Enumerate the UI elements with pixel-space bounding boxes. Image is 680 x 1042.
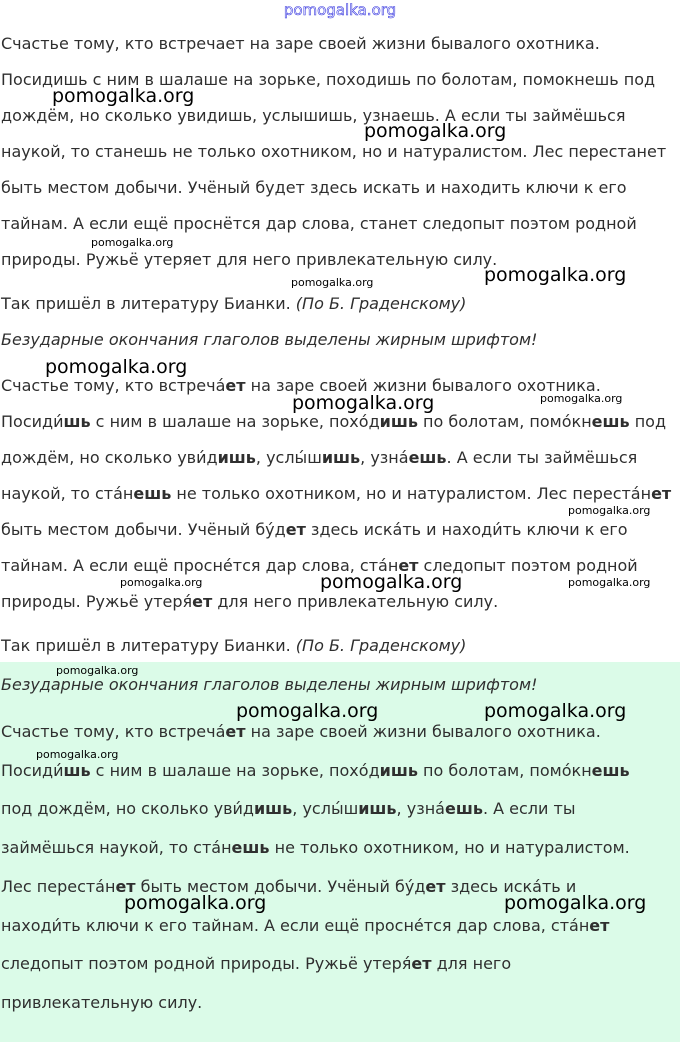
closing-text: Так пришёл в литературу Бианки.: [1, 294, 291, 313]
verb-ending: ишь: [253, 799, 293, 818]
verb-ending: ет: [285, 520, 306, 539]
text-segment: , узна́: [396, 799, 445, 818]
source-attribution: (По Б. Граденскому): [295, 294, 467, 313]
paragraph-line: Счастье тому, кто встречает на заре своей жизни бывалого охотника.: [1, 34, 600, 53]
marked-line: [1, 954, 511, 974]
paragraph-line: Посидишь с ним в шалаше на зорьке, походишь по болотам, помокнешь под: [1, 70, 656, 89]
marked-line: [1, 916, 609, 936]
verb-ending: ешь: [591, 761, 630, 780]
text-segment: Посиди́: [1, 412, 64, 431]
verb-ending: ет: [398, 556, 419, 575]
paragraph-line: наукой, то станешь не только охотником, но и натуралистом. Лес перестанет: [1, 142, 667, 161]
text-segment: по болотам, помо́кн: [417, 761, 592, 780]
marked-line: [1, 799, 575, 819]
text-segment: для него: [431, 954, 512, 973]
text-segment: Счастье тому, кто встреча́: [1, 722, 226, 741]
watermark-text: pomogalka.org: [568, 504, 651, 517]
text-segment: не только охотником, но и натуралистом.: [269, 838, 630, 857]
site-header-label[interactable]: pomogalka.org: [283, 1, 397, 19]
marked-line: [1, 838, 630, 858]
watermark-text: pomogalka.org: [504, 892, 647, 914]
watermark-text: pomogalka.org: [236, 700, 379, 722]
text-segment: здесь иска́ть и находи́ть ключи к его: [305, 520, 628, 539]
paragraph-line: дождём, но сколько увидишь, услышишь, узнаешь. А если ты займёшься: [1, 106, 626, 125]
marked-line: [1, 484, 671, 504]
text-segment: на заре своей жизни бывалого охотника.: [245, 722, 601, 741]
text-segment: . А если ты: [482, 799, 576, 818]
verb-ending: шь: [63, 412, 91, 431]
watermark-text: pomogalka.org: [568, 576, 651, 589]
verb-ending: ишь: [217, 448, 256, 467]
text-segment: Посиди́: [1, 761, 64, 780]
text-segment: здесь иска́ть и: [445, 877, 577, 896]
verb-ending: ешь: [591, 412, 630, 431]
marked-line: [1, 592, 498, 612]
bold-endings-note: Безударные окончания глаголов выделены жирным шрифтом!: [1, 330, 538, 349]
marked-line: [1, 412, 666, 432]
paragraph-line: тайнам. А если ещё проснётся дар слова, станет следопыт поэтом родной: [1, 214, 637, 233]
verb-ending: ет: [651, 484, 672, 503]
closing-text: Так пришёл в литературу Бианки.: [1, 636, 291, 655]
verb-ending: ишь: [321, 448, 361, 467]
verb-ending: ет: [425, 877, 446, 896]
verb-ending: ишь: [379, 412, 418, 431]
watermark-text: pomogalka.org: [292, 392, 435, 414]
source-attribution: (По Б. Граденскому): [295, 636, 467, 655]
verb-ending: ет: [225, 376, 246, 395]
watermark-text: pomogalka.org: [291, 276, 374, 289]
closing-line: [1, 636, 466, 656]
text-segment: на заре своей жизни бывалого охотника.: [245, 376, 601, 395]
marked-line: [1, 722, 601, 742]
watermark-text: pomogalka.org: [36, 748, 119, 761]
watermark-text: pomogalka.org: [52, 85, 195, 107]
text-segment: наукой, то ста́н: [1, 484, 134, 503]
text-segment: следопыт поэтом родной природы. Ружьё утеря́: [1, 954, 412, 973]
text-segment: , услы́ш: [292, 799, 359, 818]
text-segment: Счастье тому, кто встреча́: [1, 376, 226, 395]
verb-ending: ет: [192, 592, 213, 611]
text-segment: не только охотником, но и натуралистом. Лес переста́н: [171, 484, 652, 503]
text-segment: привлекательную силу.: [1, 993, 203, 1012]
text-segment: быть местом добычи. Учёный бу́д: [1, 520, 286, 539]
text-segment: природы. Ружьё утеря́: [1, 592, 193, 611]
text-segment: Лес переста́н: [1, 877, 116, 896]
text-segment: быть местом добычи. Учёный бу́д: [135, 877, 426, 896]
paragraph-line: быть местом добычи. Учёный будет здесь искать и находить ключи к его: [1, 178, 627, 197]
verb-ending: ет: [225, 722, 246, 741]
watermark-text: pomogalka.org: [91, 236, 174, 249]
text-segment: , узна́: [360, 448, 409, 467]
verb-ending: ешь: [231, 838, 270, 857]
verb-ending: ишь: [358, 799, 397, 818]
watermark-text: pomogalka.org: [56, 664, 139, 677]
verb-ending: ешь: [408, 448, 447, 467]
text-segment: следопыт поэтом родной: [418, 556, 638, 575]
text-segment: , услы́ш: [255, 448, 322, 467]
text-segment: для него привлекательную силу.: [212, 592, 499, 611]
verb-ending: ишь: [379, 761, 418, 780]
watermark-text: pomogalka.org: [320, 571, 463, 593]
text-segment: с ним в шалаше на зорьке, похо́д: [90, 761, 380, 780]
watermark-text: pomogalka.org: [120, 576, 203, 589]
marked-line: [1, 993, 202, 1013]
watermark-text: pomogalka.org: [364, 120, 507, 142]
verb-ending: ет: [115, 877, 136, 896]
paragraph-line: природы. Ружьё утеряет для него привлекательную силу.: [1, 250, 498, 269]
text-segment: находи́ть ключи к его тайнам. А если ещё просне́тся дар слова, ста́н: [1, 916, 590, 935]
verb-ending: ешь: [133, 484, 172, 503]
watermark-text: pomogalka.org: [484, 700, 627, 722]
closing-line: [1, 294, 466, 314]
text-segment: . А если ты займёшься: [446, 448, 638, 467]
watermark-text: pomogalka.org: [45, 356, 188, 378]
watermark-text: pomogalka.org: [484, 264, 627, 286]
marked-line: [1, 877, 576, 897]
verb-ending: ешь: [444, 799, 483, 818]
bold-endings-note: Безударные окончания глаголов выделены жирным шрифтом!: [1, 675, 538, 694]
text-segment: под дождём, но сколько уви́д: [1, 799, 254, 818]
watermark-text: pomogalka.org: [124, 892, 267, 914]
text-segment: дождём, но сколько уви́д: [1, 448, 218, 467]
text-segment: займёшься наукой, то ста́н: [1, 838, 232, 857]
marked-line: [1, 761, 630, 781]
text-segment: по болотам, помо́кн: [417, 412, 592, 431]
marked-line: [1, 448, 637, 468]
verb-ending: шь: [63, 761, 91, 780]
marked-line: [1, 520, 628, 540]
text-segment: тайнам. А если ещё просне́тся дар слова, ста́н: [1, 556, 399, 575]
text-segment: под: [629, 412, 667, 431]
watermark-text: pomogalka.org: [540, 392, 623, 405]
verb-ending: ет: [411, 954, 432, 973]
text-segment: с ним в шалаше на зорьке, похо́д: [90, 412, 380, 431]
verb-ending: ет: [589, 916, 610, 935]
